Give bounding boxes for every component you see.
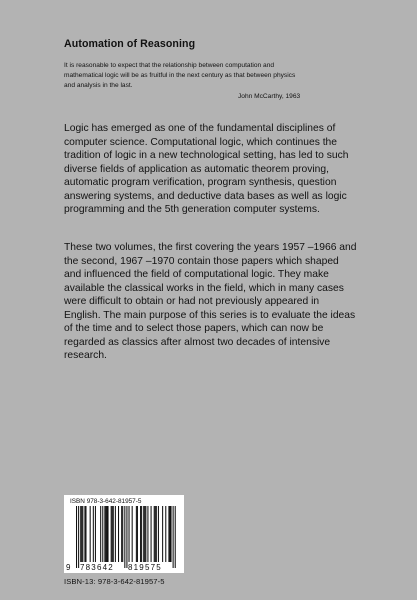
epigraph-quote — [64, 61, 374, 91]
barcode-bar — [104, 506, 105, 562]
text-line: English. The main purpose of this series is to evaluate the ideas — [64, 309, 356, 321]
text-line: diverse fields of application as automatic theorem proving, — [64, 163, 329, 175]
book-title: Automation of Reasoning — [64, 38, 196, 50]
barcode-bar — [162, 506, 163, 562]
barcode-bar — [102, 506, 103, 562]
paragraph-2 — [64, 241, 384, 363]
barcode-bar — [82, 506, 83, 562]
header-block — [64, 38, 374, 100]
barcode-bar — [145, 506, 146, 562]
barcode-bar — [144, 506, 145, 562]
quote-attribution: John McCarthy, 1963 — [238, 93, 301, 100]
barcode-bar — [118, 506, 119, 562]
barcode-bar — [173, 506, 174, 568]
barcode-bar — [111, 506, 112, 562]
isbn-barcode — [64, 495, 184, 573]
text-line: were difficult to obtain or had not previously appeared in — [64, 296, 320, 307]
barcode-bar — [106, 506, 107, 562]
text-line: Logic has emerged as one of the fundamental disciplines of — [64, 123, 336, 134]
text-line: and influenced the field of computational logic. They make — [64, 269, 329, 280]
barcode-bar — [158, 506, 159, 562]
barcode-bar — [122, 506, 123, 562]
barcode-bar — [85, 506, 86, 562]
barcode-bar — [76, 506, 77, 568]
barcode-bar — [147, 506, 148, 562]
barcode-bar — [175, 506, 176, 568]
barcode-bar — [155, 506, 156, 562]
barcode-bar — [100, 506, 101, 562]
text-line: tradition of logic in a new technological setting, has led to such — [64, 150, 349, 161]
body-text — [64, 122, 384, 375]
text-line: answering systems, and deductive data bases as well as logic — [64, 190, 347, 202]
barcode-bar — [156, 506, 157, 562]
text-line: research. — [64, 350, 107, 361]
barcode-bar — [143, 506, 144, 562]
quote-line: It is reasonable to expect that the relationship between computation and — [64, 62, 275, 69]
text-line: programming and the 5th generation computer systems. — [64, 204, 320, 215]
barcode-bar — [132, 506, 133, 562]
barcode-bar — [105, 506, 106, 562]
isbn-13-label: ISBN-13: 978-3-642-81957-5 — [64, 577, 165, 586]
text-line: regarded as classics after almost two decades of intensive — [64, 336, 331, 348]
barcode-bar — [78, 506, 79, 568]
barcode-bar — [137, 506, 138, 562]
paragraph-1 — [64, 122, 384, 230]
text-line: computer science. Computational logic, which continues the — [64, 136, 338, 148]
barcode-bar — [115, 506, 116, 562]
text-line: automatic program verification, program synthesis, question — [64, 177, 337, 188]
barcode-bar — [84, 506, 85, 562]
barcode-lead-digit: 9 — [66, 563, 71, 572]
text-line: These two volumes, the first covering the years 1957 –1966 and — [64, 242, 357, 253]
barcode-bar — [113, 506, 114, 562]
barcode-right-digits: 819575 — [128, 563, 162, 572]
barcode-bar — [140, 506, 141, 562]
barcode-isbn-text: ISBN 978-3-642-81957-5 — [70, 498, 142, 505]
barcode-bar — [95, 506, 96, 562]
text-line: available the classical works in the field, which in many cases — [64, 282, 344, 294]
barcode-left-digits: 783642 — [80, 563, 114, 572]
barcode-bar — [112, 506, 113, 562]
barcode-bar — [154, 506, 155, 562]
barcode-bar — [81, 506, 82, 562]
barcode-bar — [121, 506, 122, 562]
barcode-bar — [165, 506, 166, 562]
barcode-bar — [168, 506, 169, 562]
text-line: of the time and to select those papers, which can now be — [64, 323, 324, 334]
text-line: the second, 1967 –1970 contain those papers which shaped — [64, 255, 339, 267]
barcode-bar — [136, 506, 137, 562]
barcode-bar — [80, 506, 81, 562]
barcode-bar — [124, 506, 125, 568]
barcode-bar — [90, 506, 91, 562]
barcode-bar — [126, 506, 127, 568]
barcode-bar — [141, 506, 142, 562]
barcode-bar — [169, 506, 170, 562]
barcode-bar — [93, 506, 94, 562]
quote-line: mathematical logic will be as fruitful in the next century as that between physics — [64, 72, 296, 79]
barcode-bar — [151, 506, 152, 562]
barcode-bar — [129, 506, 130, 562]
barcode-bar — [171, 506, 172, 562]
barcode-bar — [108, 506, 109, 562]
quote-line: and analysis in the last. — [64, 82, 133, 89]
